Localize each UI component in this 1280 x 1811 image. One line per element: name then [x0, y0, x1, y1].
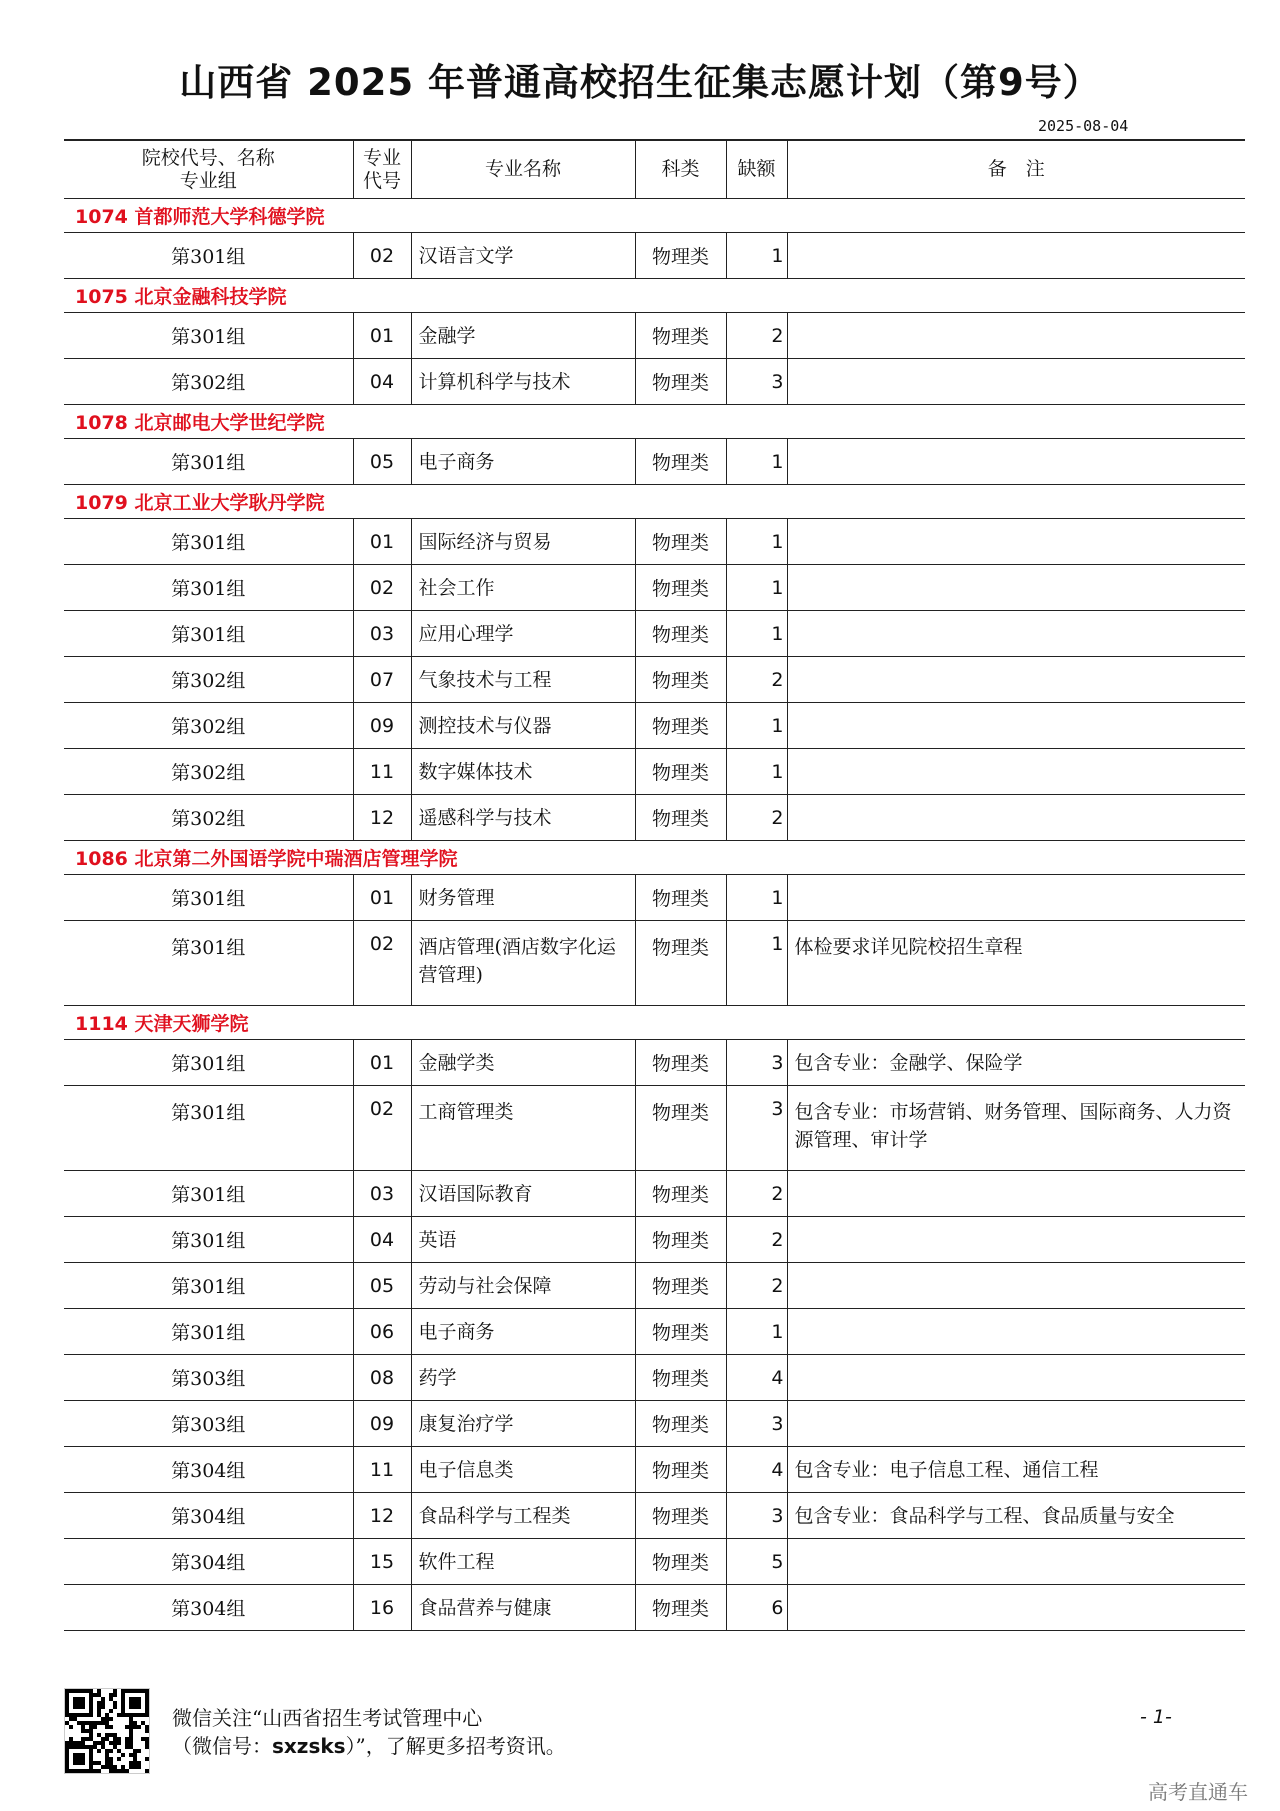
- code-cell: 02: [353, 1086, 411, 1171]
- group-cell: 第303组: [64, 1401, 353, 1447]
- group-cell: 第301组: [64, 439, 353, 485]
- code-cell: 05: [353, 439, 411, 485]
- table-row: [64, 749, 1245, 795]
- note-cell: [787, 1309, 1245, 1355]
- category-cell: 物理类: [635, 1355, 726, 1401]
- code-cell: 12: [353, 795, 411, 841]
- footer-line2: （微信号：sxzsks）”，了解更多招考资讯。: [172, 1734, 566, 1758]
- note-cell: [787, 1401, 1245, 1447]
- note-cell: 包含专业：电子信息工程、通信工程: [787, 1447, 1245, 1493]
- publish-date: 2025-08-04: [1038, 117, 1129, 135]
- major-name-cell: 电子商务: [411, 439, 635, 485]
- code-cell: 15: [353, 1539, 411, 1585]
- category-cell: 物理类: [635, 749, 726, 795]
- header-group: 院校代号、名称 专业组: [64, 140, 353, 199]
- quota-cell: 2: [726, 795, 787, 841]
- code-cell: 01: [353, 1040, 411, 1086]
- quota-cell: 3: [726, 1493, 787, 1539]
- group-cell: 第303组: [64, 1355, 353, 1401]
- category-cell: 物理类: [635, 1040, 726, 1086]
- table-row: [64, 703, 1245, 749]
- table-row: [64, 1086, 1245, 1171]
- group-cell: 第301组: [64, 1086, 353, 1171]
- school-row: [64, 279, 1245, 313]
- quota-cell: 2: [726, 1171, 787, 1217]
- major-name-cell: 计算机科学与技术: [411, 359, 635, 405]
- table-row: [64, 1585, 1245, 1631]
- quota-cell: 1: [726, 703, 787, 749]
- table-row: [64, 359, 1245, 405]
- note-cell: [787, 1355, 1245, 1401]
- school-name: 1074 首都师范大学科德学院: [64, 199, 1245, 233]
- group-cell: 第304组: [64, 1585, 353, 1631]
- code-cell: 09: [353, 1401, 411, 1447]
- table-row: [64, 565, 1245, 611]
- category-cell: 物理类: [635, 1401, 726, 1447]
- note-cell: [787, 611, 1245, 657]
- school-name: 1078 北京邮电大学世纪学院: [64, 405, 1245, 439]
- group-cell: 第302组: [64, 703, 353, 749]
- quota-cell: 1: [726, 611, 787, 657]
- major-name-cell: 电子商务: [411, 1309, 635, 1355]
- table-row: [64, 1217, 1245, 1263]
- major-name-cell: 社会工作: [411, 565, 635, 611]
- table-row: [64, 1355, 1245, 1401]
- header-name: 专业名称: [411, 140, 635, 199]
- quota-cell: 2: [726, 313, 787, 359]
- header-quota: 缺额: [726, 140, 787, 199]
- note-cell: [787, 359, 1245, 405]
- quota-cell: 1: [726, 519, 787, 565]
- note-cell: 包含专业：金融学、保险学: [787, 1040, 1245, 1086]
- note-cell: [787, 313, 1245, 359]
- major-name-cell: 金融学: [411, 313, 635, 359]
- major-name-cell: 财务管理: [411, 875, 635, 921]
- school-row: [64, 1006, 1245, 1040]
- qr-code-icon: [64, 1688, 150, 1774]
- category-cell: 物理类: [635, 1217, 726, 1263]
- code-cell: 07: [353, 657, 411, 703]
- group-cell: 第301组: [64, 233, 353, 279]
- table-row: [64, 1040, 1245, 1086]
- table-row: [64, 313, 1245, 359]
- table-row: [64, 233, 1245, 279]
- group-cell: 第301组: [64, 1040, 353, 1086]
- group-cell: 第301组: [64, 921, 353, 1006]
- header-category: 科类: [635, 140, 726, 199]
- group-cell: 第301组: [64, 875, 353, 921]
- table-row: [64, 1171, 1245, 1217]
- group-cell: 第301组: [64, 611, 353, 657]
- category-cell: 物理类: [635, 1447, 726, 1493]
- major-name-cell: 应用心理学: [411, 611, 635, 657]
- note-cell: 包含专业：市场营销、财务管理、国际商务、人力资源管理、审计学: [787, 1086, 1245, 1171]
- category-cell: 物理类: [635, 1309, 726, 1355]
- watermark: 高考直通车: [1148, 1780, 1248, 1804]
- category-cell: 物理类: [635, 1086, 726, 1171]
- note-cell: [787, 1585, 1245, 1631]
- category-cell: 物理类: [635, 233, 726, 279]
- category-cell: 物理类: [635, 1539, 726, 1585]
- category-cell: 物理类: [635, 565, 726, 611]
- quota-cell: 1: [726, 439, 787, 485]
- school-row: [64, 841, 1245, 875]
- group-cell: 第304组: [64, 1493, 353, 1539]
- major-name-cell: 国际经济与贸易: [411, 519, 635, 565]
- school-name: 1075 北京金融科技学院: [64, 279, 1245, 313]
- table-row: [64, 1263, 1245, 1309]
- school-row: [64, 485, 1245, 519]
- group-cell: 第301组: [64, 1309, 353, 1355]
- plan-table: [64, 139, 1245, 1631]
- group-cell: 第301组: [64, 1171, 353, 1217]
- school-name: 1086 北京第二外国语学院中瑞酒店管理学院: [64, 841, 1245, 875]
- category-cell: 物理类: [635, 921, 726, 1006]
- code-cell: 02: [353, 233, 411, 279]
- code-cell: 12: [353, 1493, 411, 1539]
- category-cell: 物理类: [635, 657, 726, 703]
- group-cell: 第302组: [64, 749, 353, 795]
- code-cell: 16: [353, 1585, 411, 1631]
- code-cell: 03: [353, 611, 411, 657]
- table-row: [64, 1539, 1245, 1585]
- major-name-cell: 工商管理类: [411, 1086, 635, 1171]
- header-note: 备 注: [787, 140, 1245, 199]
- code-cell: 03: [353, 1171, 411, 1217]
- quota-cell: 1: [726, 565, 787, 611]
- quota-cell: 2: [726, 1263, 787, 1309]
- note-cell: [787, 439, 1245, 485]
- category-cell: 物理类: [635, 313, 726, 359]
- note-cell: 体检要求详见院校招生章程: [787, 921, 1245, 1006]
- category-cell: 物理类: [635, 519, 726, 565]
- note-cell: [787, 1217, 1245, 1263]
- note-cell: [787, 565, 1245, 611]
- code-cell: 06: [353, 1309, 411, 1355]
- major-name-cell: 数字媒体技术: [411, 749, 635, 795]
- quota-cell: 3: [726, 1040, 787, 1086]
- code-cell: 09: [353, 703, 411, 749]
- category-cell: 物理类: [635, 1263, 726, 1309]
- quota-cell: 1: [726, 749, 787, 795]
- code-cell: 04: [353, 1217, 411, 1263]
- major-name-cell: 药学: [411, 1355, 635, 1401]
- code-cell: 01: [353, 313, 411, 359]
- code-cell: 01: [353, 875, 411, 921]
- table-row: [64, 611, 1245, 657]
- quota-cell: 3: [726, 1086, 787, 1171]
- major-name-cell: 食品科学与工程类: [411, 1493, 635, 1539]
- plan-body: [64, 199, 1245, 1631]
- quota-cell: 2: [726, 657, 787, 703]
- category-cell: 物理类: [635, 611, 726, 657]
- category-cell: 物理类: [635, 1493, 726, 1539]
- major-name-cell: 遥感科学与技术: [411, 795, 635, 841]
- note-cell: [787, 519, 1245, 565]
- table-row: [64, 1493, 1245, 1539]
- wechat-id: sxzsks: [272, 1734, 346, 1758]
- group-cell: 第301组: [64, 1217, 353, 1263]
- quota-cell: 3: [726, 359, 787, 405]
- note-cell: [787, 1539, 1245, 1585]
- quota-cell: 4: [726, 1355, 787, 1401]
- quota-cell: 2: [726, 1217, 787, 1263]
- footer-text: [172, 1704, 566, 1760]
- group-cell: 第301组: [64, 519, 353, 565]
- quota-cell: 3: [726, 1401, 787, 1447]
- school-name: 1079 北京工业大学耿丹学院: [64, 485, 1245, 519]
- major-name-cell: 食品营养与健康: [411, 1585, 635, 1631]
- note-cell: [787, 795, 1245, 841]
- major-name-cell: 电子信息类: [411, 1447, 635, 1493]
- code-cell: 01: [353, 519, 411, 565]
- school-row: [64, 199, 1245, 233]
- table-row: [64, 921, 1245, 1006]
- group-cell: 第301组: [64, 1263, 353, 1309]
- category-cell: 物理类: [635, 795, 726, 841]
- note-cell: [787, 875, 1245, 921]
- major-name-cell: 汉语言文学: [411, 233, 635, 279]
- group-cell: 第301组: [64, 565, 353, 611]
- group-cell: 第302组: [64, 657, 353, 703]
- note-cell: [787, 1171, 1245, 1217]
- table-row: [64, 795, 1245, 841]
- footer-line1: 微信关注“山西省招生考试管理中心: [172, 1706, 483, 1730]
- table-header-row: [64, 140, 1245, 199]
- group-cell: 第304组: [64, 1539, 353, 1585]
- table-row: [64, 439, 1245, 485]
- table-row: [64, 875, 1245, 921]
- major-name-cell: 康复治疗学: [411, 1401, 635, 1447]
- major-name-cell: 英语: [411, 1217, 635, 1263]
- page-title: 山西省 2025 年普通高校招生征集志愿计划（第9号）: [179, 61, 1101, 104]
- code-cell: 05: [353, 1263, 411, 1309]
- quota-cell: 1: [726, 1309, 787, 1355]
- group-cell: 第301组: [64, 313, 353, 359]
- group-cell: 第302组: [64, 795, 353, 841]
- category-cell: 物理类: [635, 1171, 726, 1217]
- code-cell: 02: [353, 921, 411, 1006]
- code-cell: 04: [353, 359, 411, 405]
- school-name: 1114 天津天狮学院: [64, 1006, 1245, 1040]
- school-row: [64, 405, 1245, 439]
- table-row: [64, 1309, 1245, 1355]
- quota-cell: 1: [726, 875, 787, 921]
- quota-cell: 5: [726, 1539, 787, 1585]
- table-row: [64, 1447, 1245, 1493]
- category-cell: 物理类: [635, 1585, 726, 1631]
- major-name-cell: 金融学类: [411, 1040, 635, 1086]
- major-name-cell: 酒店管理(酒店数字化运营管理): [411, 921, 635, 1006]
- table-row: [64, 657, 1245, 703]
- note-cell: [787, 233, 1245, 279]
- note-cell: [787, 703, 1245, 749]
- category-cell: 物理类: [635, 439, 726, 485]
- code-cell: 08: [353, 1355, 411, 1401]
- code-cell: 11: [353, 749, 411, 795]
- category-cell: 物理类: [635, 359, 726, 405]
- code-cell: 02: [353, 565, 411, 611]
- major-name-cell: 测控技术与仪器: [411, 703, 635, 749]
- note-cell: 包含专业：食品科学与工程、食品质量与安全: [787, 1493, 1245, 1539]
- major-name-cell: 气象技术与工程: [411, 657, 635, 703]
- table-row: [64, 519, 1245, 565]
- code-cell: 11: [353, 1447, 411, 1493]
- major-name-cell: 软件工程: [411, 1539, 635, 1585]
- major-name-cell: 汉语国际教育: [411, 1171, 635, 1217]
- quota-cell: 4: [726, 1447, 787, 1493]
- quota-cell: 6: [726, 1585, 787, 1631]
- major-name-cell: 劳动与社会保障: [411, 1263, 635, 1309]
- note-cell: [787, 1263, 1245, 1309]
- page-number: - 1-: [1140, 1706, 1172, 1728]
- quota-cell: 1: [726, 233, 787, 279]
- note-cell: [787, 657, 1245, 703]
- group-cell: 第302组: [64, 359, 353, 405]
- note-cell: [787, 749, 1245, 795]
- table-row: [64, 1401, 1245, 1447]
- group-cell: 第304组: [64, 1447, 353, 1493]
- header-code: 专业 代号: [353, 140, 411, 199]
- quota-cell: 1: [726, 921, 787, 1006]
- category-cell: 物理类: [635, 875, 726, 921]
- category-cell: 物理类: [635, 703, 726, 749]
